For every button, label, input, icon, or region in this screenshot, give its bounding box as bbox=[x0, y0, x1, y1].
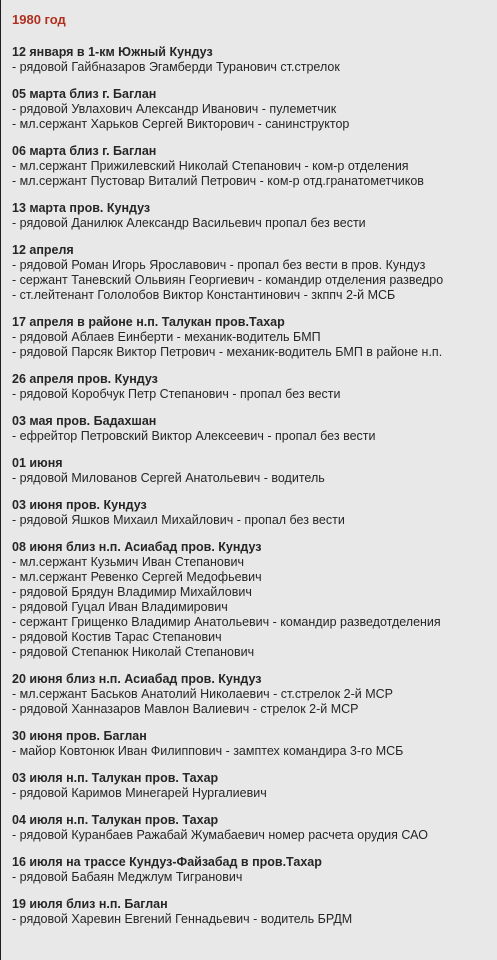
entry-title: 12 апреля bbox=[12, 243, 74, 257]
entry-line: - рядовой Роман Игорь Ярославович - пропал без вести в пров. Кундуз bbox=[12, 258, 426, 272]
entry-line: - рядовой Степанюк Николай Степанович bbox=[12, 645, 255, 659]
entry-title: 13 марта пров. Кундуз bbox=[12, 201, 151, 215]
entry-line: - майор Ковтонюк Иван Филиппович - замптех командира 3-го МСБ bbox=[12, 744, 404, 758]
entry-title: 16 июля на трассе Кундуз-Файзабад в пров.Тахар bbox=[12, 855, 322, 869]
entry-1980-06-01 bbox=[12, 456, 497, 486]
entry-line: - ефрейтор Петровский Виктор Алексеевич - пропал без вести bbox=[12, 429, 376, 443]
entry-title: 01 июня bbox=[12, 456, 63, 470]
entry-line: - мл.сержант Пустовар Виталий Петрович - ком-р отд.гранатометчиков bbox=[12, 174, 424, 188]
entry-title: 03 июля н.п. Талукан пров. Тахар bbox=[12, 771, 219, 785]
entry-line: - рядовой Ханназаров Мавлон Валиевич - стрелок 2-й МСР bbox=[12, 702, 359, 716]
entry-line: - рядовой Гуцал Иван Владимирович bbox=[12, 600, 228, 614]
entry-line: - рядовой Яшков Михаил Михайлович - пропал без вести bbox=[12, 513, 345, 527]
entry-title: 20 июня близ н.п. Асиабад пров. Кундуз bbox=[12, 672, 262, 686]
entry-1980-07-03 bbox=[12, 771, 497, 801]
entry-1980-05-03 bbox=[12, 414, 497, 444]
document-header: 1980 год bbox=[12, 12, 66, 27]
entry-line: - рядовой Каримов Минегарей Нургалиевич bbox=[12, 786, 267, 800]
entry-line: - рядовой Брядун Владимир Михайлович bbox=[12, 585, 252, 599]
entry-1980-07-04 bbox=[12, 813, 497, 843]
entry-title: 06 марта близ г. Баглан bbox=[12, 144, 157, 158]
entry-1980-07-16 bbox=[12, 855, 497, 885]
entry-line: - рядовой Парсяк Виктор Петрович - механик-водитель БМП в районе н.п. bbox=[12, 345, 443, 359]
entry-1980-06-08 bbox=[12, 540, 497, 660]
entry-line: - мл.сержант Баськов Анатолий Николаевич - ст.стрелок 2-й МСР bbox=[12, 687, 394, 701]
entry-1980-07-19 bbox=[12, 897, 497, 927]
entry-line: - сержант Грищенко Владимир Анатольевич - командир разведотделения bbox=[12, 615, 441, 629]
entry-line: - рядовой Коробчук Петр Степанович - пропал без вести bbox=[12, 387, 341, 401]
entry-1980-06-03 bbox=[12, 498, 497, 528]
entry-1980-04-26 bbox=[12, 372, 497, 402]
entry-1980-03-05 bbox=[12, 87, 497, 132]
entry-1980-06-30 bbox=[12, 729, 497, 759]
entry-line: - рядовой Увлахович Александр Иванович - пулеметчик bbox=[12, 102, 337, 116]
entry-title: 26 апреля пров. Кундуз bbox=[12, 372, 158, 386]
entry-line: - сержант Таневский Ольвиян Георгиевич - командир отделения разведро bbox=[12, 273, 444, 287]
entry-1980-04-12 bbox=[12, 243, 497, 303]
entry-title: 12 января в 1-км Южный Кундуз bbox=[12, 45, 213, 59]
entry-1980-01-12 bbox=[12, 45, 497, 75]
entry-line: - рядовой Гайбназаров Эгамберди Туранович ст.стрелок bbox=[12, 60, 340, 74]
entry-line: - мл.сержант Ревенко Сергей Медофьевич bbox=[12, 570, 262, 584]
entry-1980-06-20 bbox=[12, 672, 497, 717]
entry-line: - мл.сержант Кузьмич Иван Степанович bbox=[12, 555, 244, 569]
entry-title: 03 июня пров. Кундуз bbox=[12, 498, 147, 512]
entry-1980-03-13 bbox=[12, 201, 497, 231]
entry-1980-03-06 bbox=[12, 144, 497, 189]
entry-line: - рядовой Бабаян Меджлум Тигранович bbox=[12, 870, 243, 884]
entry-line: - рядовой Аблаев Еинберти - механик-водитель БМП bbox=[12, 330, 321, 344]
entry-title: 19 июля близ н.п. Баглан bbox=[12, 897, 168, 911]
entry-1980-04-17 bbox=[12, 315, 497, 360]
entry-line: - рядовой Куранбаев Ражабай Жумабаевич номер расчета орудия САО bbox=[12, 828, 428, 842]
entry-title: 30 июня пров. Баглан bbox=[12, 729, 147, 743]
entry-line: - мл.сержант Харьков Сергей Викторович - санинструктор bbox=[12, 117, 350, 131]
entry-line: - рядовой Данилюк Александр Васильевич пропал без вести bbox=[12, 216, 366, 230]
entry-line: - рядовой Милованов Сергей Анатольевич - водитель bbox=[12, 471, 325, 485]
entry-title: 08 июня близ н.п. Асиабад пров. Кундуз bbox=[12, 540, 262, 554]
entry-title: 04 июля н.п. Талукан пров. Тахар bbox=[12, 813, 219, 827]
entry-line: - рядовой Костив Тарас Степанович bbox=[12, 630, 222, 644]
entry-line: - рядовой Харевин Евгений Геннадьевич - водитель БРДМ bbox=[12, 912, 353, 926]
entry-line: - мл.сержант Прижилевский Николай Степанович - ком-р отделения bbox=[12, 159, 409, 173]
memorial-list bbox=[12, 45, 497, 939]
entry-line: - ст.лейтенант Гололобов Виктор Константинович - зкппч 2-й МСБ bbox=[12, 288, 396, 302]
entry-title: 05 марта близ г. Баглан bbox=[12, 87, 157, 101]
entry-title: 03 мая пров. Бадахшан bbox=[12, 414, 157, 428]
entry-title: 17 апреля в районе н.п. Талукан пров.Тахар bbox=[12, 315, 285, 329]
